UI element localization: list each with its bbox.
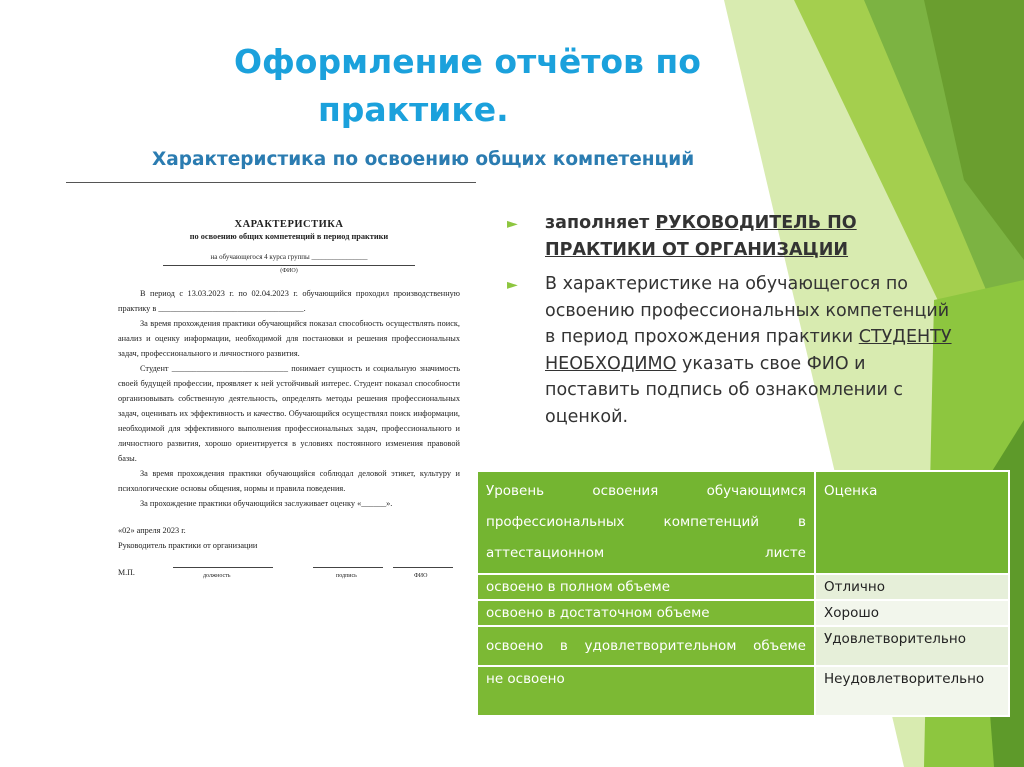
doc-paragraph-4: За время прохождения практики обучающийся соблюдал деловой этикет, культуру и психологические основы общения, нормы и правила поведения. — [118, 469, 460, 493]
table-row: не освоено Неудовлетворительно — [477, 666, 1009, 716]
doc-paragraph-5: За прохождение практики обучающийся заслуживает оценку «______». — [140, 499, 393, 508]
doc-fio-label: (ФИО) — [163, 265, 415, 276]
doc-date: «02» апреля 2023 г. — [118, 526, 186, 535]
table-header-grade: Оценка — [815, 471, 1009, 574]
title-line-2: практике. — [318, 90, 509, 129]
slide-subtitle: Характеристика по освоению общих компетенций — [152, 149, 695, 170]
grading-table — [476, 470, 1010, 717]
bullet-item: ► заполняет РУКОВОДИТЕЛЬ ПО ПРАКТИКИ ОТ ОРГАНИЗАЦИИ — [507, 213, 857, 260]
doc-position-label: должность — [203, 573, 231, 579]
doc-supervisor: Руководитель практики от организации — [118, 541, 258, 550]
doc-signature-line — [313, 567, 383, 568]
table-row: освоено в достаточном объеме Хорошо — [477, 600, 1009, 626]
table-row: освоено в удовлетворительном объеме Удовлетворительно — [477, 626, 1009, 666]
doc-signature-block — [118, 563, 460, 587]
arrow-bullet-icon: ► — [507, 277, 518, 293]
doc-paragraph-3: Студент ____________________________ понимает сущность и социальную значимость своей будущей профессии, проявляет к ней устойчивый интерес. Студент показал способности организовывать собственную деятельность, определять методы решения профессиональных задач, оценивать их эффективность и качество. Обучающийся осуществлял поиск информации, необходимой для эффективного выполнения профессиональных задач, профессионального и личностного развития, хорошо ориентируется в условиях постоянного изменения правовой базы. — [118, 364, 460, 463]
doc-paragraph-1: В период с 13.03.2023 г. по 02.04.2023 г. обучающийся проходил производственную практику в ___________________________________. — [118, 289, 460, 313]
divider — [66, 182, 476, 183]
doc-fio-sig-label: ФИО — [414, 573, 428, 579]
doc-fio-line — [393, 567, 453, 568]
table-header-row — [477, 471, 1009, 574]
table-row: освоено в полном объеме Отлично — [477, 574, 1009, 600]
arrow-bullet-icon: ► — [507, 216, 518, 232]
doc-position-line — [173, 567, 273, 568]
characteristic-document — [118, 218, 460, 587]
slide-title — [0, 38, 950, 134]
doc-student-line: на обучающегося 4 курса группы ________________ — [210, 253, 368, 261]
doc-paragraph-2: За время прохождения практики обучающийся показал способность осуществлять поиск, анализ и оценку информации, необходимой для постановки и решения профессиональных задач, профессионального и личностного развития. — [118, 319, 460, 358]
table-header-level: Уровень освоения обучающимся профессиональных компетенций в аттестационном листе — [477, 471, 815, 574]
title-line-1: Оформление отчётов по — [234, 42, 701, 81]
doc-signature-label: подпись — [336, 573, 357, 579]
bullet-item: ► В характеристике на обучающегося по освоению профессиональных компетенций в период прохождения практики СТУДЕНТУ НЕОБХОДИМО указать свое ФИО и поставить подпись об ознакомлении с оценкой. — [507, 274, 952, 427]
bullet-list — [505, 210, 955, 438]
doc-heading: ХАРАКТЕРИСТИКА — [234, 219, 344, 230]
doc-subheading: по освоению общих компетенций в период практики — [189, 232, 389, 241]
doc-mp: М.П. — [118, 568, 135, 577]
